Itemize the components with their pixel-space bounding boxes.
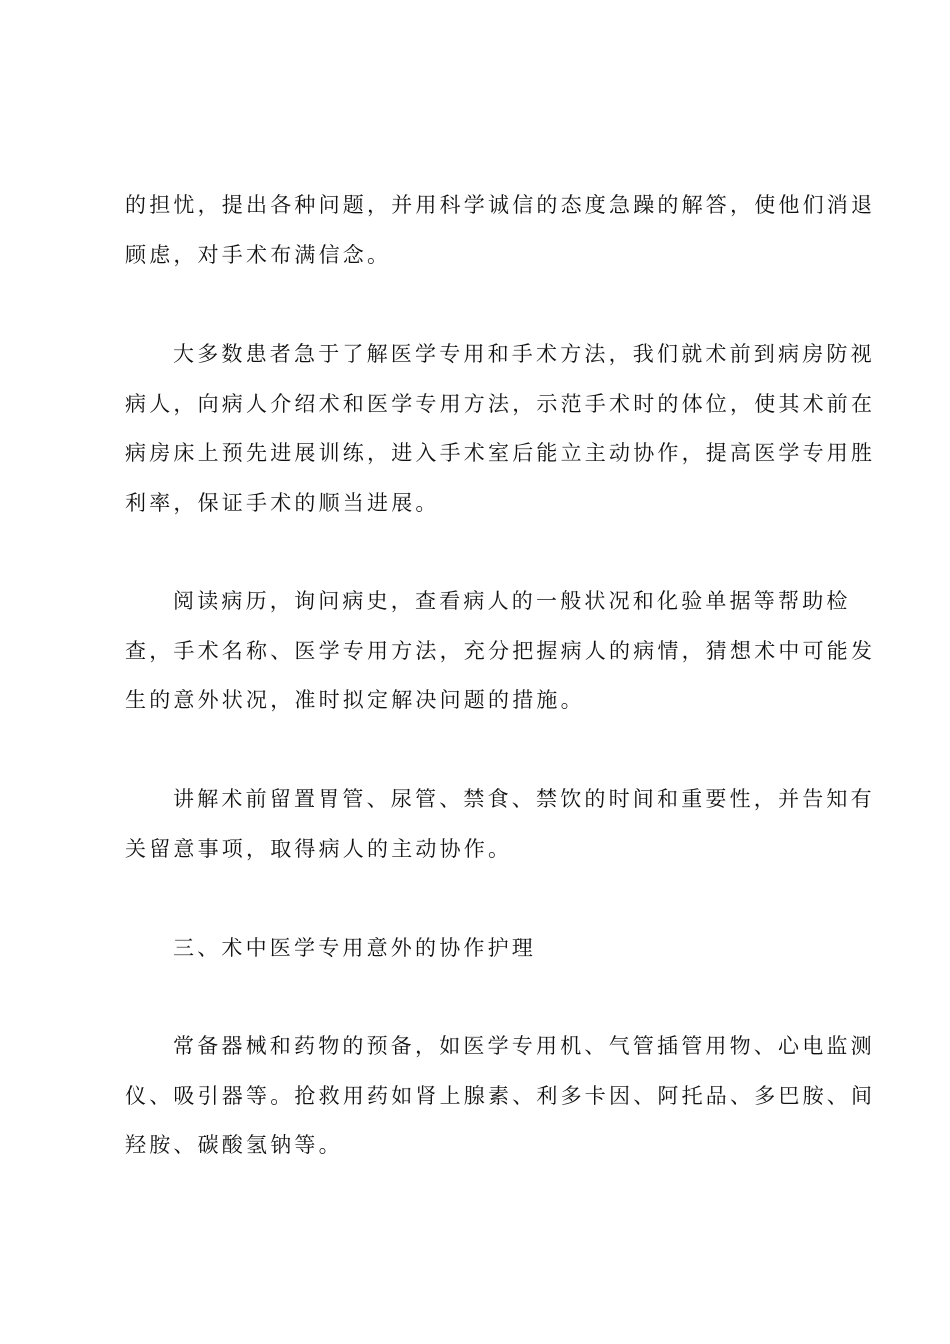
text-line: 查，手术名称、医学专用方法，充分把握病人的病情，猜想术中可能发 [125,638,876,663]
paragraph-medical-records [125,577,876,726]
text-line: 的担忧，提出各种问题，并用科学诚信的态度急躁的解答，使他们消退 [125,193,876,217]
text-line: 大多数患者急于了解医学专用和手术方法，我们就术前到病房防视 [173,342,875,366]
text-line: 羟胺、碳酸氢钠等。 [125,1133,343,1157]
text-line: 讲解术前留置胃管、尿管、禁食、禁饮的时间和重要性，并告知有 [173,787,875,811]
text-line: 利率，保证手术的顺当进展。 [125,490,440,515]
paragraph-preoperative-visit [125,330,876,528]
paragraph-preop-instructions [125,775,875,874]
paragraph-reassurance-continued [125,181,876,280]
text-line: 常备器械和药物的预备，如医学专用机、气管插管用物、心电监测 [173,1034,875,1058]
section-heading [125,924,831,974]
text-line: 生的意外状况，准时拟定解决问题的措施。 [125,688,585,712]
text-line: 关留意事项，取得病人的主动协作。 [125,836,513,861]
text-line: 病房床上预先进展训练，进入手术室后能立主动协作，提高医学专用胜 [125,441,876,465]
text-line: 阅读病历，询问病史，查看病人的一般状况和化验单据等帮助检 [173,589,851,613]
paragraph-equipment-drugs [125,1022,876,1171]
heading-text: 三、术中医学专用意外的协作护理 [173,936,536,960]
text-line: 顾虑，对手术布满信念。 [125,242,392,267]
text-line: 病人，向病人介绍术和医学专用方法，示范手术时的体位，使其术前在 [125,391,876,416]
text-line: 仪、吸引器等。抢救用药如肾上腺素、利多卡因、阿托品、多巴胺、间 [125,1083,876,1108]
